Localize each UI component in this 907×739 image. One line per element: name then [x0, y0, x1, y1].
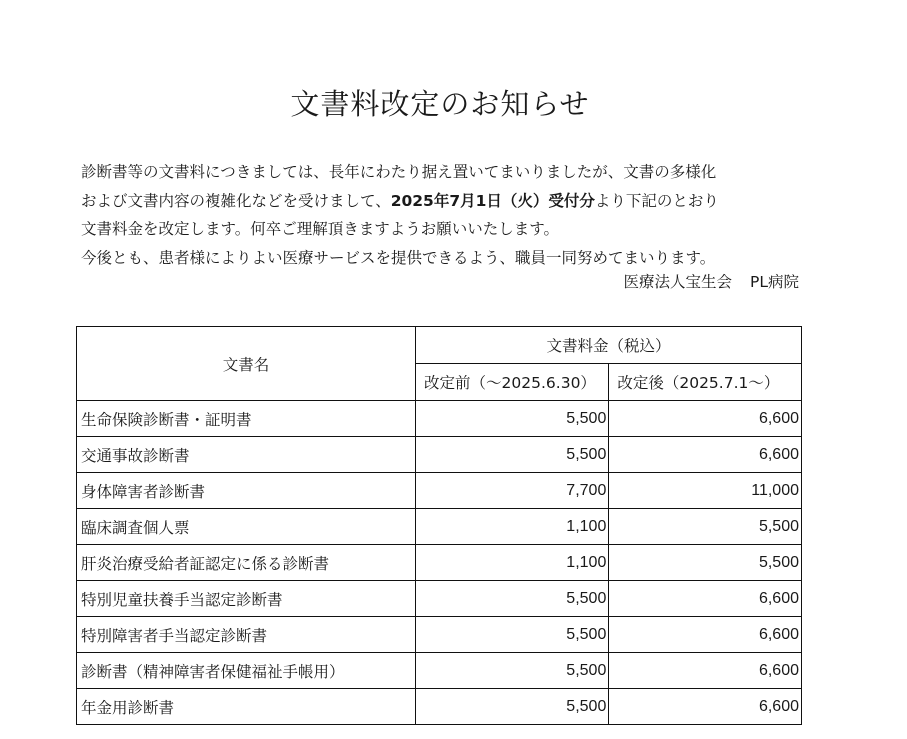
table-row	[77, 653, 802, 689]
fee-before-cell: 1,100	[416, 545, 609, 581]
notice-line-3: 文書料金を改定します。何卒ご理解頂きますようお願いいたします。	[81, 220, 560, 238]
header-after: 改定後（2025.7.1～）	[609, 364, 802, 401]
fee-after-cell: 6,600	[609, 653, 802, 689]
fee-after-cell: 5,500	[609, 545, 802, 581]
page-title: 文書料改定のお知らせ	[290, 87, 590, 121]
fee-before-cell: 1,100	[416, 509, 609, 545]
document-name-cell: 交通事故診断書	[77, 437, 416, 473]
notice-line-2-before: および文書内容の複雑化などを受けまして、	[81, 191, 391, 210]
fee-after-cell: 11,000	[609, 473, 802, 509]
document-name-cell: 診断書（精神障害者保健福祉手帳用）	[77, 653, 416, 689]
fee-before-cell: 7,700	[416, 473, 609, 509]
document-name-cell: 特別障害者手当認定診断書	[77, 617, 416, 653]
table-row	[77, 545, 802, 581]
table-row	[77, 437, 802, 473]
document-name-cell: 臨床調査個人票	[77, 509, 416, 545]
notice-line-2-after: より下記のとおり	[594, 191, 719, 210]
fee-after-cell: 5,500	[609, 509, 802, 545]
fee-before-cell: 5,500	[416, 653, 609, 689]
table-row	[77, 689, 802, 725]
signature	[624, 270, 800, 292]
fee-before-cell: 5,500	[416, 617, 609, 653]
fee-before-cell: 5,500	[416, 581, 609, 617]
notice-line-4: 今後とも、患者様によりよい医療サービスを提供できるよう、職員一同努めてまいります。	[81, 248, 716, 267]
header-before: 改定前（～2025.6.30）	[416, 364, 609, 401]
table-row	[77, 617, 802, 653]
fee-before-cell: 5,500	[416, 689, 609, 725]
fee-after-cell: 6,600	[609, 401, 802, 437]
fee-before-cell: 5,500	[416, 401, 609, 437]
document-name-cell: 生命保険診断書・証明書	[77, 401, 416, 437]
fee-after-cell: 6,600	[609, 689, 802, 725]
header-document-name: 文書名	[77, 327, 416, 401]
fee-table	[76, 326, 802, 725]
document-name-cell: 特別児童扶養手当認定診断書	[77, 581, 416, 617]
signature-org: 医療法人宝生会	[623, 273, 733, 291]
table-row	[77, 473, 802, 509]
table-row	[77, 401, 802, 437]
notice-line-2	[81, 187, 811, 216]
fee-after-cell: 6,600	[609, 437, 802, 473]
signature-hospital: PL病院	[750, 273, 799, 291]
fee-table-body	[77, 401, 802, 725]
document-name-cell: 年金用診断書	[77, 689, 416, 725]
document-name-cell: 肝炎治療受給者証認定に係る診断書	[77, 545, 416, 581]
document-name-cell: 身体障害者診断書	[77, 473, 416, 509]
table-row	[77, 509, 802, 545]
fee-before-cell: 5,500	[416, 437, 609, 473]
notice-text	[81, 158, 811, 272]
fee-after-cell: 6,600	[609, 617, 802, 653]
fee-after-cell: 6,600	[609, 581, 802, 617]
table-row	[77, 581, 802, 617]
effective-date: 2025年7月1日（火）受付分	[390, 191, 595, 210]
notice-line-1: 診断書等の文書料につきましては、長年にわたり据え置いてまいりましたが、文書の多様化	[81, 163, 717, 181]
header-fee: 文書料金（税込）	[416, 327, 802, 364]
